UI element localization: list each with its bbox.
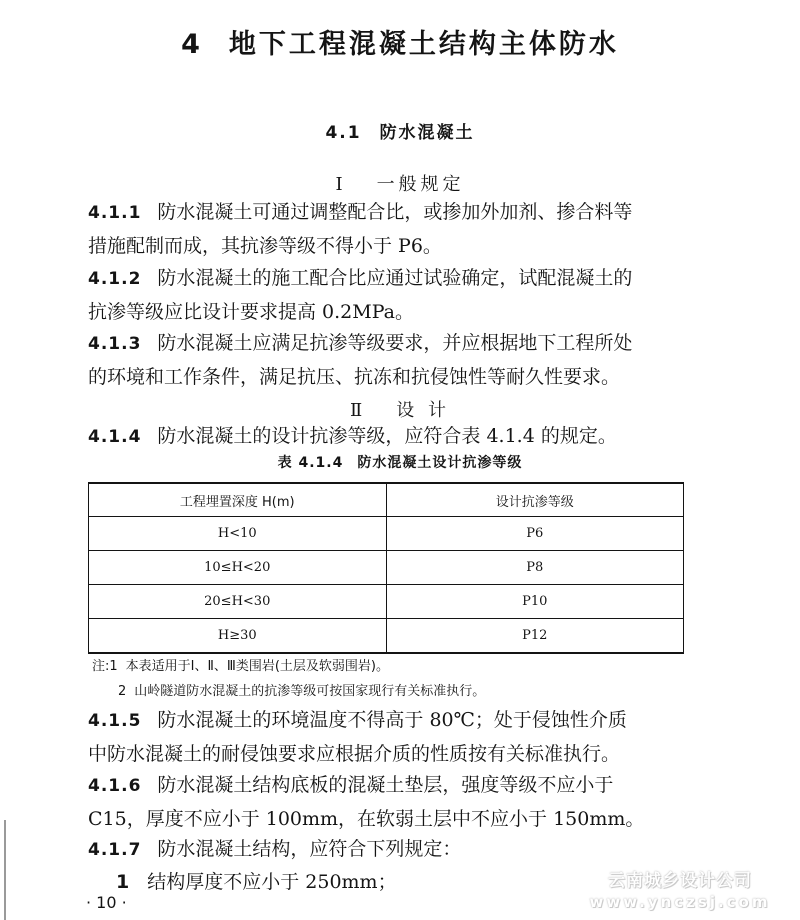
grade-cell: P8	[386, 551, 684, 585]
table-header-row	[89, 483, 684, 517]
depth-cell: H≥30	[89, 619, 387, 654]
clause-text: 防水混凝土结构，应符合下列规定：	[157, 838, 462, 860]
clause-number: 4.1.3	[88, 334, 142, 354]
clause-text: 防水混凝土可通过调整配合比，或掺加外加剂、掺合料等	[157, 201, 633, 223]
clause-text: 防水混凝土的施工配合比应通过试验确定，试配混凝土的	[157, 267, 633, 289]
clause-text: 措施配制而成，其抗渗等级不得小于 P6。	[88, 235, 442, 257]
clause-text: 防水混凝土的设计抗渗等级，应符合表 4.1.4 的规定。	[157, 425, 617, 447]
grade-cell: P10	[386, 585, 684, 619]
clause-number: 4.1.5	[88, 711, 142, 731]
clause-number: 4.1.6	[88, 776, 142, 796]
section-title	[0, 118, 800, 143]
clause-number: 4.1.7	[88, 840, 142, 860]
clause-4-1-4	[88, 420, 738, 454]
table-note-1	[92, 655, 389, 674]
clause-4-1-6	[88, 769, 738, 836]
watermark-url: www.ynczsj.com	[589, 893, 771, 911]
subhead-design	[0, 396, 800, 422]
watermark-name: 云南城乡设计公司	[608, 871, 752, 891]
section-title-text: 防水混凝土	[379, 123, 475, 143]
table-row	[89, 619, 684, 654]
table-row	[89, 585, 684, 619]
list-item-number: 1	[116, 871, 130, 893]
table-note-2	[118, 680, 485, 699]
clause-text: 的环境和工作条件，满足抗压、抗冻和抗侵蚀性等耐久性要求。	[88, 366, 621, 388]
note-label: 注:1	[92, 659, 118, 674]
clause-4-1-1	[88, 196, 738, 263]
table-caption-number: 表 4.1.4	[277, 455, 344, 471]
note-label: 2	[118, 684, 127, 699]
grade-cell: P12	[386, 619, 684, 654]
clause-4-1-5	[88, 704, 738, 771]
depth-cell: H<10	[89, 517, 387, 551]
table-row	[89, 517, 684, 551]
table-caption-title: 防水混凝土设计抗渗等级	[357, 455, 523, 471]
clause-number: 4.1.4	[88, 427, 142, 447]
clause-4-1-2	[88, 262, 738, 329]
subhead-text: 一般规定	[376, 174, 465, 195]
depth-cell: 10≤H<20	[89, 551, 387, 585]
clause-4-1-3	[88, 327, 738, 394]
subhead-text: 设 计	[396, 400, 450, 421]
depth-cell: 20≤H<30	[89, 585, 387, 619]
clause-text: C15，厚度不应小于 100mm，在软弱土层中不应小于 150mm。	[88, 808, 645, 830]
section-number: 4.1	[325, 123, 362, 143]
grade-cell: P6	[386, 517, 684, 551]
note-text: 山岭隧道防水混凝土的抗渗等级可按国家现行有关标准执行。	[134, 684, 486, 699]
chapter-title	[0, 22, 800, 61]
clause-text: 防水混凝土结构底板的混凝土垫层，强度等级不应小于	[157, 774, 614, 796]
clause-text: 防水混凝土的环境温度不得高于 80℃；处于侵蚀性介质	[157, 709, 627, 731]
table-row	[89, 551, 684, 585]
clause-number: 4.1.1	[88, 203, 142, 223]
impermeability-grade-table	[88, 482, 684, 654]
clause-number: 4.1.2	[88, 269, 142, 289]
page-number: · 10 ·	[86, 893, 127, 912]
header-grade: 设计抗渗等级	[386, 483, 684, 517]
watermark	[580, 866, 780, 911]
table-caption	[0, 452, 800, 472]
clause-4-1-7	[88, 833, 738, 867]
subhead-general	[0, 170, 800, 196]
subhead-roman: Ⅱ	[350, 400, 367, 421]
chapter-number: 4	[181, 29, 203, 60]
subhead-roman: Ⅰ	[335, 174, 347, 195]
list-item-1	[88, 867, 397, 894]
note-text: 本表适用于Ⅰ、Ⅱ、Ⅲ类围岩(土层及软弱围岩)。	[125, 659, 389, 674]
header-depth: 工程埋置深度 H(m)	[89, 483, 387, 517]
clause-text: 防水混凝土应满足抗渗等级要求，并应根据地下工程所处	[157, 332, 633, 354]
scan-edge-line	[4, 820, 6, 920]
list-item-text: 结构厚度不应小于 250mm；	[147, 871, 397, 893]
clause-text: 抗渗等级应比设计要求提高 0.2MPa。	[88, 301, 414, 323]
chapter-title-text: 地下工程混凝土结构主体防水	[228, 29, 619, 60]
clause-text: 中防水混凝土的耐侵蚀要求应根据介质的性质按有关标准执行。	[88, 743, 621, 765]
